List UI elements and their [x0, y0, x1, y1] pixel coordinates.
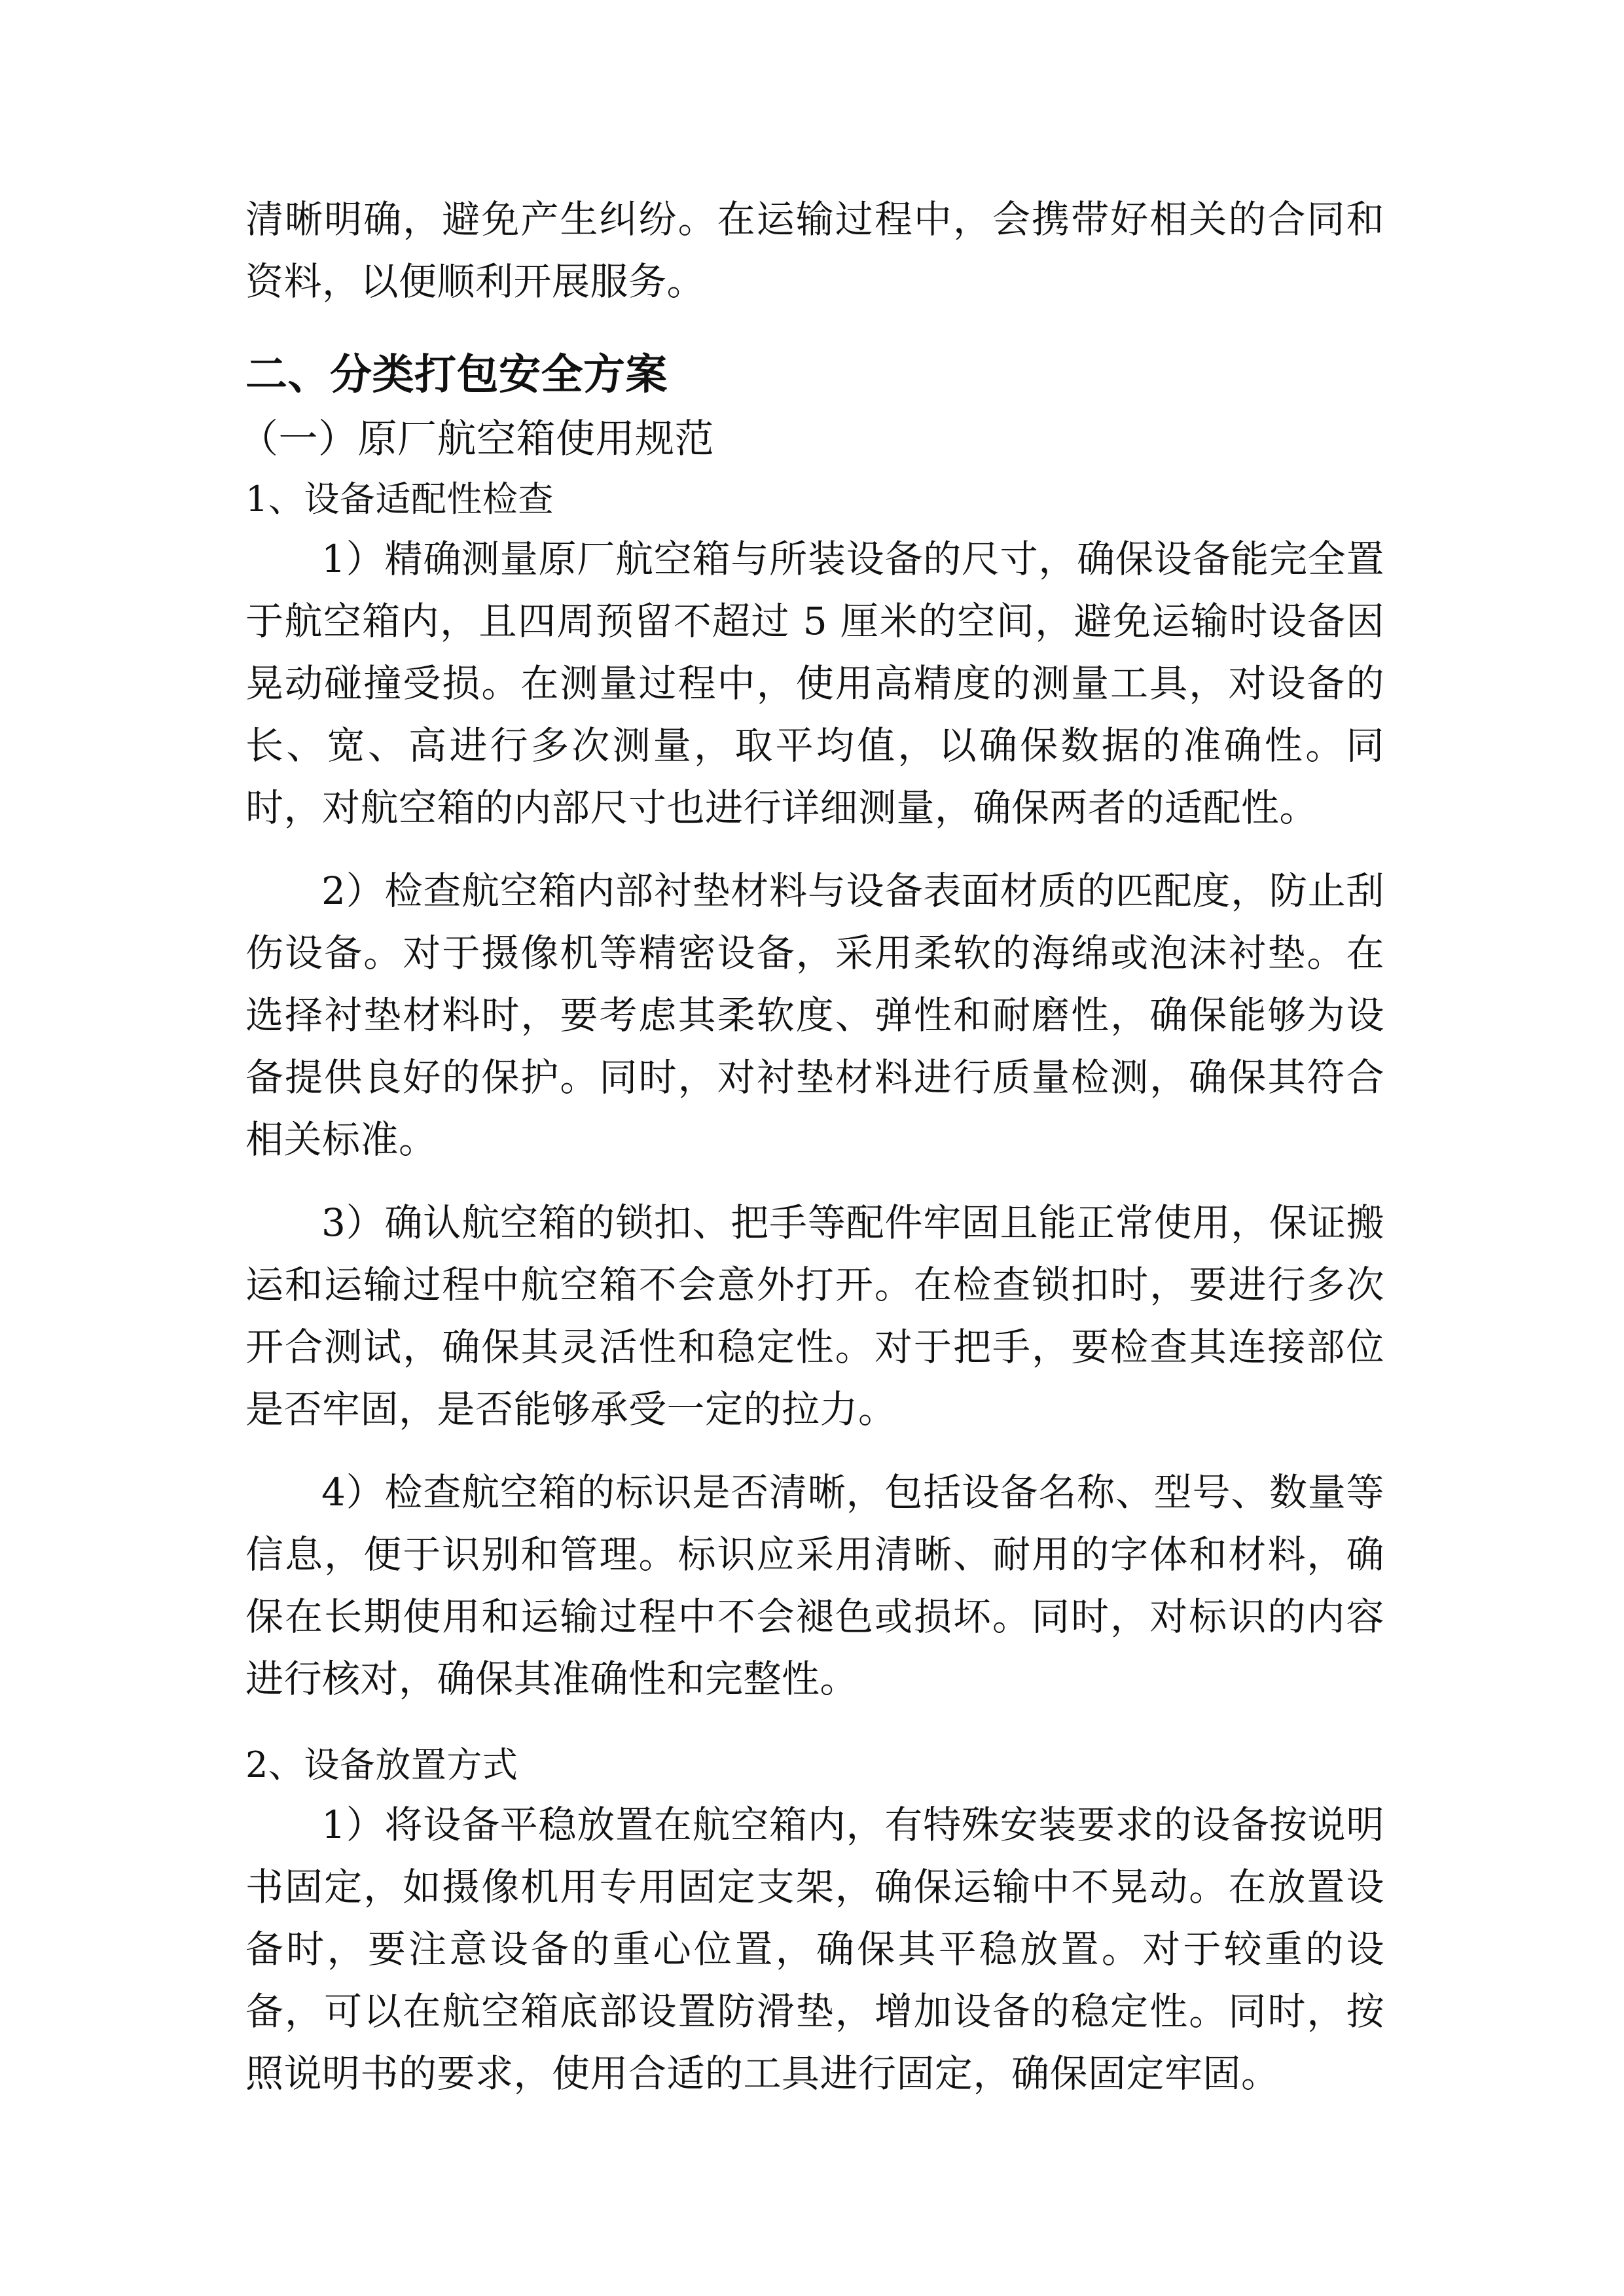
paragraph-fit-check-3: 3）确认航空箱的锁扣、把手等配件牢固且能正常使用，保证搬运和运输过程中航空箱不会意外打开。在检查锁扣时，要进行多次开合测试，确保其灵活性和稳定性。对于把手，要检查其连接部位是否牢固，是否能够承受一定的拉力。 — [245, 1200, 1384, 1431]
intro-paragraph: 清晰明确，避免产生纠纷。在运输过程中，会携带好相关的合同和资料，以便顺利开展服务。 — [245, 197, 1384, 304]
section-title: 二、分类打包安全方案 — [245, 351, 668, 399]
paragraph-fit-check-1: 1）精确测量原厂航空箱与所装设备的尺寸，确保设备能完全置于航空箱内，且四周预留不超过 5 厘米的空间，避免运输时设备因晃动碰撞受损。在测量过程中，使用高精度的测量工具，对设备的长、宽、高进行多次测量，取平均值，以确保数据的准确性。同时，对航空箱的内部尺寸也进行详细测量，确保两者的适配性。 — [245, 537, 1384, 830]
paragraph-fit-check-4: 4）检查航空箱的标识是否清晰，包括设备名称、型号、数量等信息，便于识别和管理。标识应采用清晰、耐用的字体和材料，确保在长期使用和运输过程中不会褪色或损坏。同时，对标识的内容进行核对，确保其准确性和完整性。 — [245, 1470, 1384, 1701]
item-heading-equipment-placement: 2、设备放置方式 — [245, 1744, 518, 1785]
subsection-title: （一）原厂航空箱使用规范 — [239, 416, 714, 462]
paragraph-fit-check-2: 2）检查航空箱内部衬垫材料与设备表面材质的匹配度，防止刮伤设备。对于摄像机等精密设备，采用柔软的海绵或泡沫衬垫。在选择衬垫材料时，要考虑其柔软度、弹性和耐磨性，确保能够为设备提供良好的保护。同时，对衬垫材料进行质量检测，确保其符合相关标准。 — [245, 869, 1384, 1162]
item-heading-equipment-fit-check: 1、设备适配性检查 — [245, 478, 554, 520]
paragraph-placement-1: 1）将设备平稳放置在航空箱内，有特殊安装要求的设备按说明书固定，如摄像机用专用固定支架，确保运输中不晃动。在放置设备时，要注意设备的重心位置，确保其平稳放置。对于较重的设备，可以在航空箱底部设置防滑垫，增加设备的稳定性。同时，按照说明书的要求，使用合适的工具进行固定，确保固定牢固。 — [245, 1803, 1384, 2096]
document-body — [239, 188, 1384, 2105]
